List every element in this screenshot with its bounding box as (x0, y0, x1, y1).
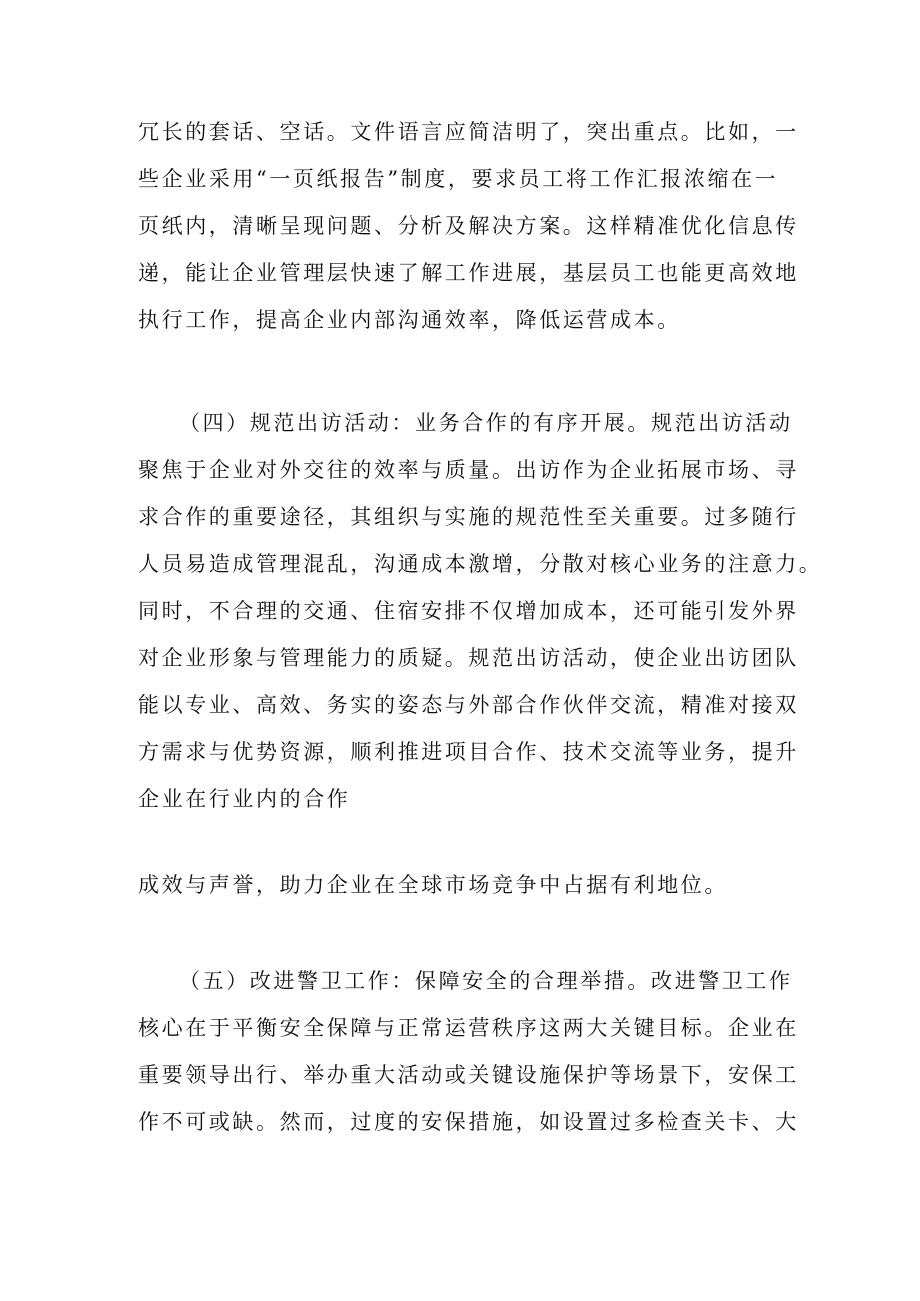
text-line: 作不可或缺。然而，过度的安保措施，如设置过多检查关卡、大 (138, 1110, 799, 1134)
text-line: 执行工作，提高企业内部沟通效率，降低运营成本。 (138, 308, 681, 332)
text-line: 对企业形象与管理能力的质疑。规范出访活动，使企业出访团队 (138, 646, 799, 670)
text-line: 些企业采用“一页纸报告”制度，要求员工将工作汇报浓缩在一 (138, 167, 779, 191)
text-line: 成效与声誉，助力企业在全球市场竞争中占据有利地位。 (138, 873, 728, 897)
text-line: 方需求与优势资源，顺利推进项目合作、技术交流等业务，提升 (138, 740, 799, 764)
text-line: 页纸内，清晰呈现问题、分析及解决方案。这样精准优化信息传 (138, 214, 799, 238)
text-line: 聚焦于企业对外交往的效率与质量。出访作为企业拓展市场、寻 (138, 458, 799, 482)
text-line: 核心在于平衡安全保障与正常运营秩序这两大关键目标。企业在 (138, 1016, 799, 1040)
text-line: 冗长的套话、空话。文件语言应简洁明了，突出重点。比如，一 (138, 120, 799, 144)
text-line: 求合作的重要途径，其组织与实施的规范性至关重要。过多随行 (138, 505, 799, 529)
text-line: 同时，不合理的交通、住宿安排不仅增加成本，还可能引发外界 (138, 599, 799, 623)
section-heading-line: （四）规范出访活动：业务合作的有序开展。规范出访活动 (179, 411, 793, 435)
text-line: 人员易造成管理混乱，沟通成本激增，分散对核心业务的注意力。 (138, 552, 823, 576)
section-heading-line: （五）改进警卫工作：保障安全的合理举措。改进警卫工作 (179, 969, 793, 993)
text-line: 递，能让企业管理层快速了解工作进展，基层员工也能更高效地 (138, 261, 799, 285)
text-line: 企业在行业内的合作 (138, 787, 351, 811)
text-line: 能以专业、高效、务实的姿态与外部合作伙伴交流，精准对接双 (138, 693, 799, 717)
text-line: 重要领导出行、举办重大活动或关键设施保护等场景下，安保工 (138, 1063, 799, 1087)
